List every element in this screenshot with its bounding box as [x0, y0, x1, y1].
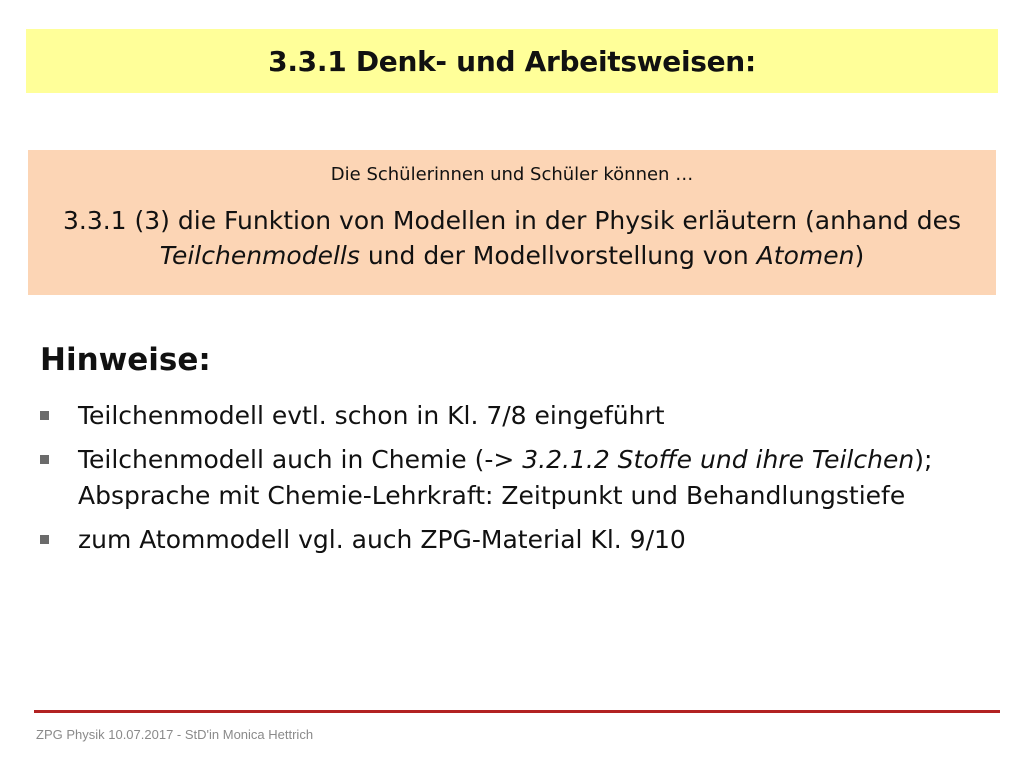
competence-statement-text: 3.3.1 (3) die Funktion von Modellen in der Physik erläutern (anhand des	[62, 206, 962, 235]
note-text-segment: ); Absprache mit Chemie-Lehrkraft: Zeitpunkt und Behandlungstiefe	[78, 445, 933, 510]
competence-statement	[28, 203, 996, 273]
footer-credit: ZPG Physik 10.07.2017 - StD'in Monica Hettrich	[36, 727, 314, 742]
competence-box	[28, 150, 996, 295]
competence-statement-italic-atoms: Atomen	[756, 241, 855, 270]
square-bullet-icon	[40, 398, 78, 420]
list-item	[40, 398, 940, 434]
competence-statement-text: und der Modellvorstellung von	[359, 241, 757, 270]
notes-heading: Hinweise:	[40, 342, 211, 378]
square-bullet-icon	[40, 442, 78, 464]
note-text-segment: Teilchenmodell evtl. schon in Kl. 7/8 eingeführt	[78, 401, 665, 430]
square-bullet-icon	[40, 522, 78, 544]
note-text	[78, 398, 665, 434]
competence-statement-text: )	[854, 241, 865, 270]
note-text-segment: zum Atommodell vgl. auch ZPG-Material Kl. 9/10	[78, 525, 686, 554]
slide-title: 3.3.1 Denk- und Arbeitsweisen:	[268, 44, 756, 78]
title-banner	[26, 29, 998, 93]
competence-statement-italic-particle-model: Teilchenmodells	[159, 241, 360, 270]
competence-intro: Die Schülerinnen und Schüler können …	[330, 164, 694, 185]
note-text-italic-reference: 3.2.1.2 Stoffe und ihre Teilchen	[522, 445, 915, 474]
list-item	[40, 442, 940, 514]
note-text-segment: Teilchenmodell auch in Chemie (->	[78, 445, 523, 474]
notes-list	[40, 398, 940, 566]
note-text	[78, 442, 940, 514]
list-item	[40, 522, 940, 558]
footer-divider	[34, 710, 1000, 713]
note-text	[78, 522, 686, 558]
